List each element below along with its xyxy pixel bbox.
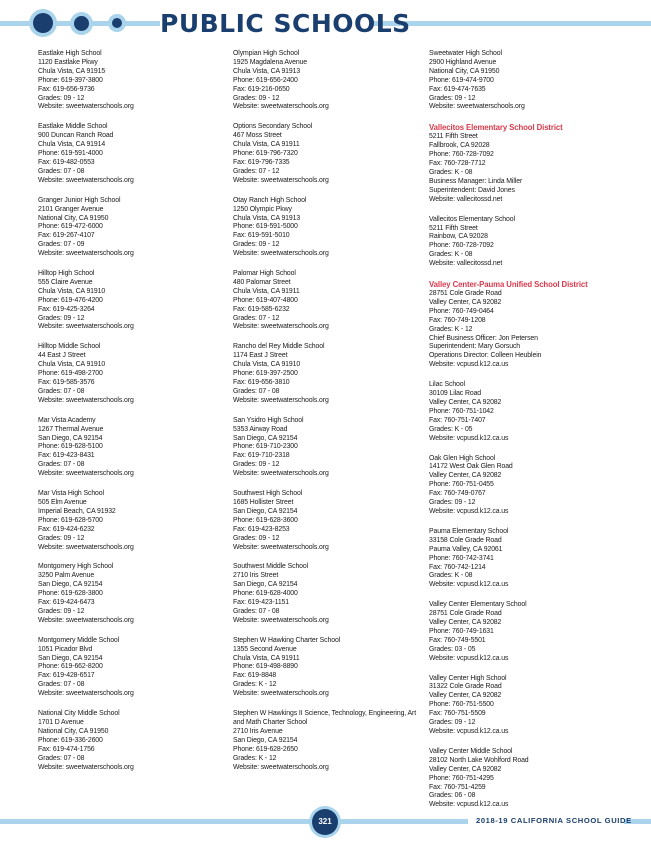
- guide-title: 2018-19 CALIFORNIA SCHOOL GUIDE: [476, 816, 632, 825]
- footer-bar-middle: [338, 819, 468, 824]
- listing-line: Pauma Valley, CA 92061: [429, 545, 503, 553]
- school-name: Valley Center High School: [429, 674, 507, 682]
- school-listing: [233, 417, 428, 479]
- listing-line: 555 Claire Avenue: [38, 278, 93, 286]
- listing-line: San Diego, CA 92154: [233, 507, 298, 515]
- listing-line: Chula Vista, CA 91910: [38, 287, 106, 295]
- school-name: Eastlake High School: [38, 50, 102, 57]
- grades-text: Grades: 07 - 08: [38, 167, 85, 175]
- website-text: Website: vcpusd.k12.ca.us: [429, 434, 509, 442]
- website-text: Website: sweetwaterschools.org: [38, 616, 134, 624]
- school-listing: [429, 216, 624, 269]
- grades-text: Grades: 09 - 12: [38, 314, 85, 322]
- phone-text: Phone: 760-751-0455: [429, 481, 494, 489]
- grades-text: Grades: 09 - 12: [429, 719, 476, 727]
- phone-text: Phone: 760-728-7092: [429, 242, 494, 250]
- website-text: Website: sweetwaterschools.org: [233, 103, 329, 111]
- school-listing: [429, 748, 624, 810]
- fax-text: Fax: 619-423-8253: [233, 525, 290, 533]
- phone-text: Phone: 760-742-3741: [429, 554, 494, 562]
- website-text: Website: sweetwaterschools.org: [233, 176, 329, 184]
- website-text: Website: sweetwaterschools.org: [38, 103, 134, 111]
- grades-text: Grades: 07 - 12: [233, 167, 280, 175]
- listing-line: 14172 West Oak Glen Road: [429, 463, 513, 471]
- phone-text: Phone: 760-728-7092: [429, 151, 494, 159]
- website-text: Website: vcpusd.k12.ca.us: [429, 728, 509, 735]
- school-name: Hilltop Middle School: [38, 343, 101, 351]
- school-name: Mar Vista Academy: [38, 416, 96, 424]
- fax-text: Fax: 619-482-0553: [38, 158, 95, 166]
- listing-line: Chula Vista, CA 91911: [233, 141, 300, 149]
- listing-line: Chula Vista, CA 91911: [233, 654, 300, 662]
- school-listing: [429, 528, 624, 590]
- listing-line: 505 Elm Avenue: [38, 498, 87, 506]
- school-name: Stephen W Hawking Charter School: [233, 636, 341, 644]
- grades-text: Grades: 07 - 08: [38, 681, 85, 689]
- website-text: Website: sweetwaterschools.org: [233, 250, 329, 258]
- listing-line: 44 East J Street: [38, 352, 86, 360]
- listing-line: San Diego, CA 92154: [233, 581, 298, 589]
- grades-text: Grades: 09 - 12: [233, 534, 280, 542]
- grades-text: Grades: 09 - 12: [429, 94, 476, 102]
- fax-text: Fax: 760-749-1208: [429, 316, 486, 324]
- website-text: Website: sweetwaterschools.org: [233, 470, 329, 478]
- footer-bar-left: [0, 819, 312, 824]
- listing-line: San Diego, CA 92154: [38, 581, 103, 589]
- school-name: Montgomery Middle School: [38, 636, 120, 644]
- listing-line: Chula Vista, CA 91913: [233, 67, 301, 75]
- phone-text: Phone: 619-628-3800: [38, 590, 103, 598]
- fax-text: Fax: 619-710-2318: [233, 452, 290, 460]
- fax-text: Fax: 619-474-7635: [429, 85, 486, 93]
- school-name: Oak Glen High School: [429, 454, 496, 462]
- grades-text: Grades: 07 - 08: [38, 754, 85, 762]
- school-listing: [429, 601, 624, 663]
- phone-text: Phone: 619-628-5700: [38, 516, 103, 524]
- phone-text: Phone: 619-710-2300: [233, 443, 298, 451]
- phone-text: Phone: 619-628-2650: [233, 745, 298, 753]
- school-listing: [38, 563, 233, 625]
- website-text: Website: vcpusd.k12.ca.us: [429, 507, 509, 515]
- school-name: Lilac School: [429, 381, 465, 389]
- website-text: Website: sweetwaterschools.org: [38, 470, 134, 478]
- fax-text: Fax: 619-591-5010: [233, 232, 290, 240]
- school-listing: [233, 123, 428, 185]
- listing-line: Valley Center, CA 92082: [429, 399, 502, 406]
- phone-text: Phone: 760-749-0464: [429, 307, 494, 315]
- fax-text: Fax: 760-749-0767: [429, 490, 486, 498]
- website-text: Website: sweetwaterschools.org: [38, 690, 134, 698]
- school-name: Valley Center Middle School: [429, 747, 513, 755]
- school-name: Valley Center Elementary School: [429, 601, 527, 609]
- phone-text: Phone: 619-472-6000: [38, 223, 103, 231]
- school-listing: [233, 343, 428, 405]
- listing-line: 2101 Granger Avenue: [38, 205, 104, 213]
- fax-text: Fax: 619-656-3810: [233, 379, 290, 386]
- website-text: Website: sweetwaterschools.org: [233, 323, 329, 331]
- grades-text: Grades: K - 12: [233, 681, 277, 689]
- school-name: Options Secondary School: [233, 123, 313, 131]
- school-name: Hilltop High School: [38, 270, 95, 278]
- fax-text: Fax: 619-585-6232: [233, 305, 290, 313]
- grades-text: Grades: K - 08: [429, 251, 473, 259]
- school-listing: [233, 490, 428, 552]
- school-listing: [233, 50, 428, 112]
- listing-line: 30109 Lilac Road: [429, 390, 482, 398]
- school-name: Granger Junior High School: [38, 196, 121, 204]
- school-listing: [233, 637, 428, 699]
- page-title: PUBLIC SCHOOLS: [160, 9, 411, 38]
- grades-text: Grades: K - 12: [233, 754, 277, 762]
- grades-text: Grades: 09 - 12: [38, 607, 85, 615]
- website-text: Website: sweetwaterschools.org: [233, 543, 329, 551]
- website-text: Website: vallecitossd.net: [429, 260, 503, 268]
- listing-line: San Diego, CA 92154: [38, 434, 103, 442]
- fax-text: Fax: 619-423-1151: [233, 599, 290, 607]
- listing-column-3: [429, 50, 624, 821]
- listing-line: Chief Business Officer: Jon Petersen: [429, 334, 538, 342]
- district-name: Valley Center-Pauma Unified School District: [429, 280, 588, 290]
- website-text: Website: vcpusd.k12.ca.us: [429, 581, 509, 589]
- school-name: Eastlake Middle School: [38, 123, 108, 131]
- listing-line: 1250 Olympic Pkwy: [233, 205, 292, 213]
- fax-text: Fax: 619-216-0650: [233, 85, 290, 93]
- listing-line: 900 Duncan Ranch Road: [38, 132, 114, 140]
- school-listing: [38, 50, 233, 112]
- listing-line: San Diego, CA 92154: [38, 654, 103, 662]
- school-listing: [38, 417, 233, 479]
- grades-text: Grades: 07 - 09: [38, 241, 85, 249]
- listing-line: 467 Moss Street: [233, 132, 282, 140]
- website-text: Website: sweetwaterschools.org: [233, 616, 329, 624]
- grades-text: Grades: K - 05: [429, 425, 473, 433]
- fax-text: Fax: 619-424-6473: [38, 599, 95, 607]
- listing-line: 1120 Eastlake Pkwy: [38, 58, 98, 66]
- school-name: National City Middle School: [38, 710, 120, 718]
- phone-text: Phone: 760-751-5500: [429, 701, 494, 709]
- listing-line: Rainbow, CA 92028: [429, 233, 488, 241]
- listing-line: National City, CA 91950: [38, 214, 109, 222]
- website-text: Website: sweetwaterschools.org: [233, 690, 329, 698]
- listing-line: 1701 D Avenue: [38, 719, 84, 726]
- listing-line: 1685 Hollister Street: [233, 498, 294, 506]
- fax-text: Fax: 760-751-7407: [429, 416, 486, 424]
- school-name: Mar Vista High School: [38, 490, 104, 498]
- listing-line: 5211 Fifth Street: [429, 224, 478, 232]
- phone-text: Phone: 760-751-4295: [429, 774, 494, 782]
- school-listing: [38, 637, 233, 699]
- listing-line: Superintendent: Mary Gorsuch: [429, 343, 521, 351]
- website-text: Website: sweetwaterschools.org: [38, 176, 134, 184]
- page-footer: [0, 808, 651, 836]
- listing-line: Business Manager: Linda Miller: [429, 177, 523, 185]
- school-name: Montgomery High School: [38, 563, 114, 571]
- listing-line: Imperial Beach, CA 91932: [38, 507, 116, 515]
- fax-text: Fax: 619-8848: [233, 672, 277, 680]
- phone-text: Phone: 619-407-4800: [233, 296, 298, 304]
- district-listing: [429, 123, 624, 204]
- listing-line: 28751 Cole Grade Road: [429, 610, 502, 618]
- website-text: Website: sweetwaterschools.org: [38, 396, 134, 404]
- website-text: Website: sweetwaterschools.org: [233, 396, 329, 404]
- phone-text: Phone: 619-591-5000: [233, 223, 298, 231]
- website-text: Website: sweetwaterschools.org: [38, 543, 134, 551]
- school-name: Sweetwater High School: [429, 50, 502, 57]
- listing-line: National City, CA 91950: [429, 67, 500, 75]
- listing-line: 3250 Palm Avenue: [38, 572, 95, 580]
- website-text: Website: sweetwaterschools.org: [429, 103, 525, 111]
- listing-line: Chula Vista, CA 91910: [38, 361, 106, 369]
- grades-text: Grades: 09 - 12: [429, 499, 476, 507]
- school-name: San Ysidro High School: [233, 416, 304, 424]
- grades-text: Grades: 07 - 08: [38, 387, 85, 395]
- school-listing: [38, 123, 233, 185]
- phone-text: Phone: 619-476-4200: [38, 296, 103, 304]
- school-listing: [429, 675, 624, 737]
- phone-text: Phone: 619-662-8200: [38, 663, 103, 671]
- fax-text: Fax: 619-423-8431: [38, 452, 95, 460]
- fax-text: Fax: 619-796-7335: [233, 158, 290, 166]
- phone-text: Phone: 619-336-2600: [38, 736, 103, 744]
- listing-line: Chula Vista, CA 91914: [38, 141, 106, 149]
- listing-line: 2710 Iris Avenue: [233, 727, 283, 735]
- website-text: Website: sweetwaterschools.org: [38, 250, 134, 258]
- school-name: Pauma Elementary School: [429, 527, 509, 535]
- listing-line: Superintendent: David Jones: [429, 186, 515, 194]
- phone-text: Phone: 619-796-7320: [233, 150, 298, 158]
- fax-text: Fax: 619-474-1756: [38, 745, 95, 753]
- school-name: Palomar High School: [233, 270, 296, 278]
- header-dot-medium: [74, 16, 89, 31]
- grades-text: Grades: 07 - 08: [233, 387, 280, 395]
- website-text: Website: vcpusd.k12.ca.us: [429, 361, 509, 369]
- listing-line: 1267 Thermal Avenue: [38, 425, 104, 433]
- school-name: Southwest High School: [233, 490, 303, 498]
- page-number: 321: [312, 809, 338, 835]
- fax-text: Fax: 619-267-4107: [38, 232, 95, 240]
- phone-text: Phone: 619-628-4000: [233, 590, 298, 598]
- page-header: [0, 0, 651, 50]
- listing-line: Valley Center, CA 92082: [429, 619, 502, 627]
- grades-text: Grades: 09 - 12: [38, 94, 85, 102]
- listing-column-2: [233, 50, 428, 783]
- fax-text: Fax: 619-585-3576: [38, 379, 95, 386]
- school-name: Vallecitos Elementary School: [429, 215, 515, 223]
- district-listing: [429, 280, 624, 370]
- grades-text: Grades: 09 - 12: [233, 241, 280, 249]
- website-text: Website: vallecitossd.net: [429, 195, 503, 203]
- school-listing: [38, 270, 233, 332]
- grades-text: Grades: K - 08: [429, 168, 473, 176]
- phone-text: Phone: 619-591-4000: [38, 150, 103, 158]
- grades-text: Grades: 06 - 08: [429, 792, 476, 800]
- listing-line: San Diego, CA 92154: [233, 736, 298, 744]
- fax-text: Fax: 619-424-6232: [38, 525, 95, 533]
- school-listing: [233, 710, 428, 772]
- header-dot-small: [112, 18, 122, 28]
- grades-text: Grades: 07 - 12: [233, 314, 280, 322]
- listing-line: 480 Palomar Street: [233, 278, 291, 286]
- school-listing: [233, 563, 428, 625]
- website-text: Website: sweetwaterschools.org: [38, 763, 134, 771]
- fax-text: Fax: 760-751-5509: [429, 710, 486, 718]
- listing-line: San Diego, CA 92154: [233, 434, 298, 442]
- phone-text: Phone: 619-656-2400: [233, 76, 298, 84]
- school-name: Southwest Middle School: [233, 563, 309, 571]
- listing-line: 1174 East J Street: [233, 352, 288, 360]
- listing-line: 1051 Picador Blvd: [38, 645, 93, 653]
- header-bar-right: [372, 21, 651, 26]
- listing-line: Valley Center, CA 92082: [429, 765, 502, 773]
- listing-column-1: [38, 50, 233, 783]
- listing-line: 1925 Magdalena Avenue: [233, 58, 308, 66]
- fax-text: Fax: 760-751-4259: [429, 783, 486, 791]
- listing-line: Chula Vista, CA 91915: [38, 67, 106, 75]
- listing-line: Valley Center, CA 92082: [429, 472, 502, 480]
- phone-text: Phone: 619-498-8890: [233, 663, 298, 671]
- header-dot-large: [33, 13, 53, 33]
- listing-line: Valley Center, CA 92082: [429, 298, 502, 306]
- phone-text: Phone: 619-628-5100: [38, 443, 103, 451]
- website-text: Website: vcpusd.k12.ca.us: [429, 654, 509, 662]
- phone-text: Phone: 760-749-1631: [429, 627, 494, 635]
- phone-text: Phone: 760-751-1042: [429, 407, 494, 415]
- listing-line: 2900 Highland Avenue: [429, 58, 497, 66]
- grades-text: Grades: 09 - 12: [233, 94, 280, 102]
- school-listing: [38, 490, 233, 552]
- fax-text: Fax: 619-425-3264: [38, 305, 95, 313]
- listing-line: Fallbrook, CA 92028: [429, 142, 490, 150]
- fax-text: Fax: 760-749-5501: [429, 636, 486, 644]
- listing-line: 31322 Cole Grade Road: [429, 683, 502, 691]
- listing-line: 5353 Airway Road: [233, 425, 288, 433]
- school-listing: [429, 455, 624, 517]
- website-text: Website: vcpusd.k12.ca.us: [429, 801, 509, 809]
- listing-line: Valley Center, CA 92082: [429, 692, 502, 700]
- school-name: Olympian High School: [233, 50, 300, 57]
- fax-text: Fax: 760-742-1214: [429, 563, 486, 571]
- phone-text: Phone: 619-474-9700: [429, 76, 494, 84]
- listing-line: 1355 Second Avenue: [233, 645, 297, 653]
- phone-text: Phone: 619-628-3600: [233, 516, 298, 524]
- listing-line: 5211 Fifth Street: [429, 133, 478, 141]
- grades-text: Grades: K - 08: [429, 572, 473, 580]
- district-name: Vallecitos Elementary School District: [429, 123, 563, 133]
- school-listing: [38, 343, 233, 405]
- phone-text: Phone: 619-397-3800: [38, 76, 103, 84]
- listing-line: Operations Director: Colleen Heublein: [429, 352, 542, 360]
- website-text: Website: sweetwaterschools.org: [38, 323, 134, 331]
- listing-line: 28102 North Lake Wohlford Road: [429, 756, 529, 764]
- grades-text: Grades: 09 - 12: [38, 534, 85, 542]
- website-text: Website: sweetwaterschools.org: [233, 763, 329, 771]
- school-listing: [429, 50, 624, 112]
- school-listing: [38, 197, 233, 259]
- listing-line: 2710 Iris Street: [233, 572, 279, 580]
- school-listing: [233, 197, 428, 259]
- school-listing: [233, 270, 428, 332]
- grades-text: Grades: 09 - 12: [233, 461, 280, 469]
- school-name: Stephen W Hawkings II Science, Technology, Engineering, Art and Math Charter School: [233, 710, 417, 726]
- school-listing: [429, 381, 624, 443]
- phone-text: Phone: 619-397-2500: [233, 370, 298, 378]
- fax-text: Fax: 619-428-6517: [38, 672, 95, 680]
- school-name: Rancho del Rey Middle School: [233, 343, 325, 351]
- grades-text: Grades: 07 - 08: [38, 461, 85, 469]
- fax-text: Fax: 760-728-7712: [429, 160, 486, 168]
- grades-text: Grades: 03 - 05: [429, 645, 476, 653]
- listing-line: 33158 Cole Grade Road: [429, 536, 502, 544]
- grades-text: Grades: K - 12: [429, 325, 473, 333]
- listing-line: Chula Vista, CA 91913: [233, 214, 301, 222]
- listing-line: 28751 Cole Grade Road: [429, 290, 502, 298]
- listing-line: Chula Vista, CA 91910: [233, 361, 301, 369]
- listing-line: National City, CA 91950: [38, 727, 109, 735]
- listing-line: Chula Vista, CA 91911: [233, 287, 300, 295]
- grades-text: Grades: 07 - 08: [233, 607, 280, 615]
- school-name: Otay Ranch High School: [233, 196, 307, 204]
- fax-text: Fax: 619-656-9736: [38, 85, 95, 93]
- school-listing: [38, 710, 233, 772]
- phone-text: Phone: 619-498-2700: [38, 370, 103, 378]
